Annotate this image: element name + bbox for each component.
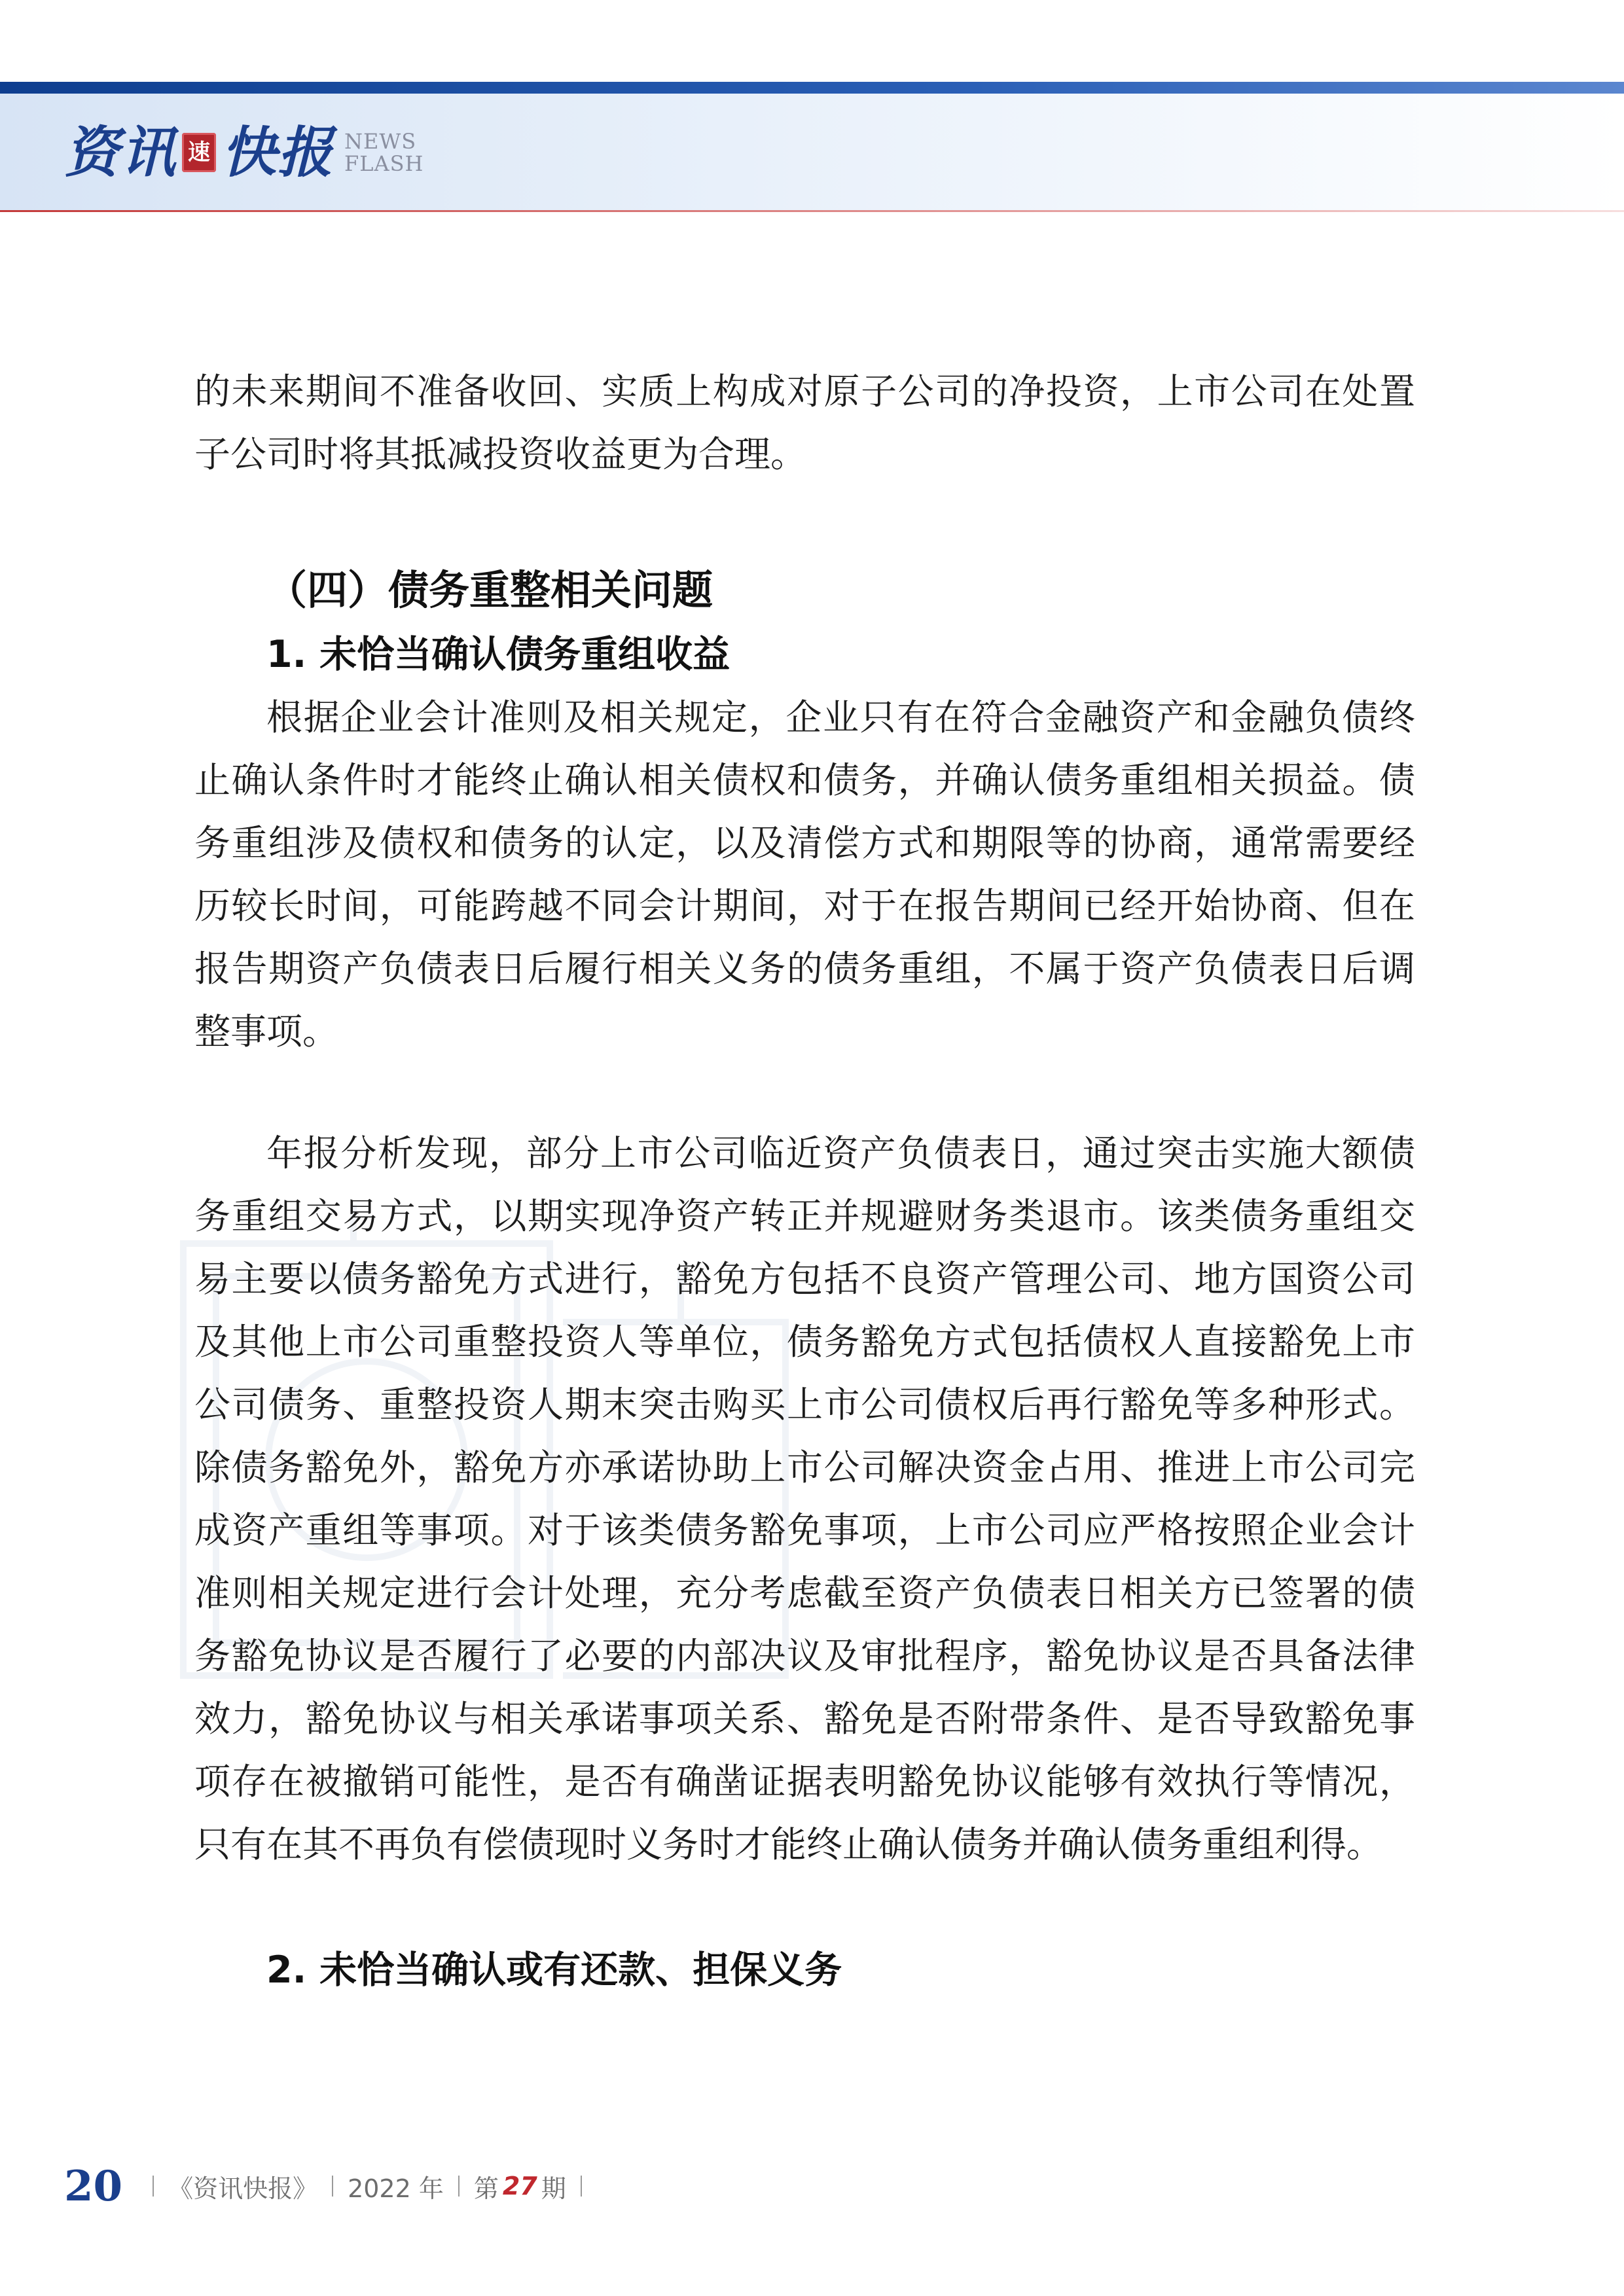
- paragraph-intro: 的未来期间不准备收回、实质上构成对原子公司的净投资，上市公司在处置子公司时将其抵减投资收益更为合理。: [194, 370, 1415, 475]
- footer-issue-number: 27: [502, 2172, 537, 2200]
- page-number: 20: [64, 2161, 123, 2211]
- paragraph-2: 年报分析发现，部分上市公司临近资产负债表日，通过突击实施大额债务重组交易方式，以期实现净资产转正并规避财务类退市。该类债务重组交易主要以债务豁免方式进行，豁免方包括不良资产管理公司、地方国资公司及其他上市公司重整投资人等单位，债务豁免方式包括债权人直接豁免上市公司债务、重整投资人期末突击购买上市公司债权后再行豁免等多种形式。除债务豁免外，豁免方亦承诺协助上市公司解决资金占用、推进上市公司完成资产重组等事项。对于该类债务豁免事项，上市公司应严格按照企业会计准则相关规定进行会计处理，充分考虑截至资产负债表日相关方已签署的债务豁免协议是否履行了必要的内部决议及审批程序，豁免协议是否具备法律效力，豁免协议与相关承诺事项关系、豁免是否附带条件、是否导致豁免事项存在被撤销可能性，是否有确凿证据表明豁免协议能够有效执行等情况，只有在其不再负有偿债现时义务时才能终止确认债务并确认债务重组利得。: [194, 1132, 1415, 1865]
- masthead-english-line1: NEWS: [344, 129, 417, 154]
- footer-issue-suffix: 期: [541, 2174, 566, 2203]
- masthead-title-part1: 资讯: [64, 120, 177, 185]
- footer-separator: [581, 2176, 582, 2197]
- article-body: [194, 360, 1415, 2001]
- masthead-english: [344, 130, 424, 175]
- footer-separator: [153, 2176, 154, 2197]
- header-divider: [0, 210, 1624, 212]
- header-top-bar: [0, 82, 1624, 94]
- footer-year: 2022 年: [348, 2174, 444, 2203]
- masthead-seal-icon: 速: [182, 133, 216, 172]
- masthead-logo: [64, 117, 424, 188]
- footer-separator: [458, 2176, 460, 2197]
- section-heading: （四）债务重整相关问题: [266, 566, 713, 614]
- paragraph-1: 根据企业会计准则及相关规定，企业只有在符合金融资产和金融负债终止确认条件时才能终止确认相关债权和债务，并确认债务重组相关损益。债务重组涉及债权和债务的认定，以及清偿方式和期限等的协商，通常需要经历较长时间，可能跨越不同会计期间，对于在报告期间已经开始协商、但在报告期资产负债表日后履行相关义务的债务重组，不属于资产负债表日后调整事项。: [194, 696, 1415, 1052]
- footer-publication: 《资讯快报》: [168, 2174, 318, 2203]
- subheading-2: 2. 未恰当确认或有还款、担保义务: [266, 1948, 842, 1992]
- footer-issue-prefix: 第: [473, 2174, 499, 2203]
- footer-separator: [332, 2176, 333, 2197]
- masthead-title-part2: 快报: [221, 120, 334, 185]
- subheading-1: 1. 未恰当确认债务重组收益: [266, 633, 731, 676]
- masthead-english-line2: FLASH: [344, 151, 424, 176]
- page-footer: [64, 2160, 596, 2212]
